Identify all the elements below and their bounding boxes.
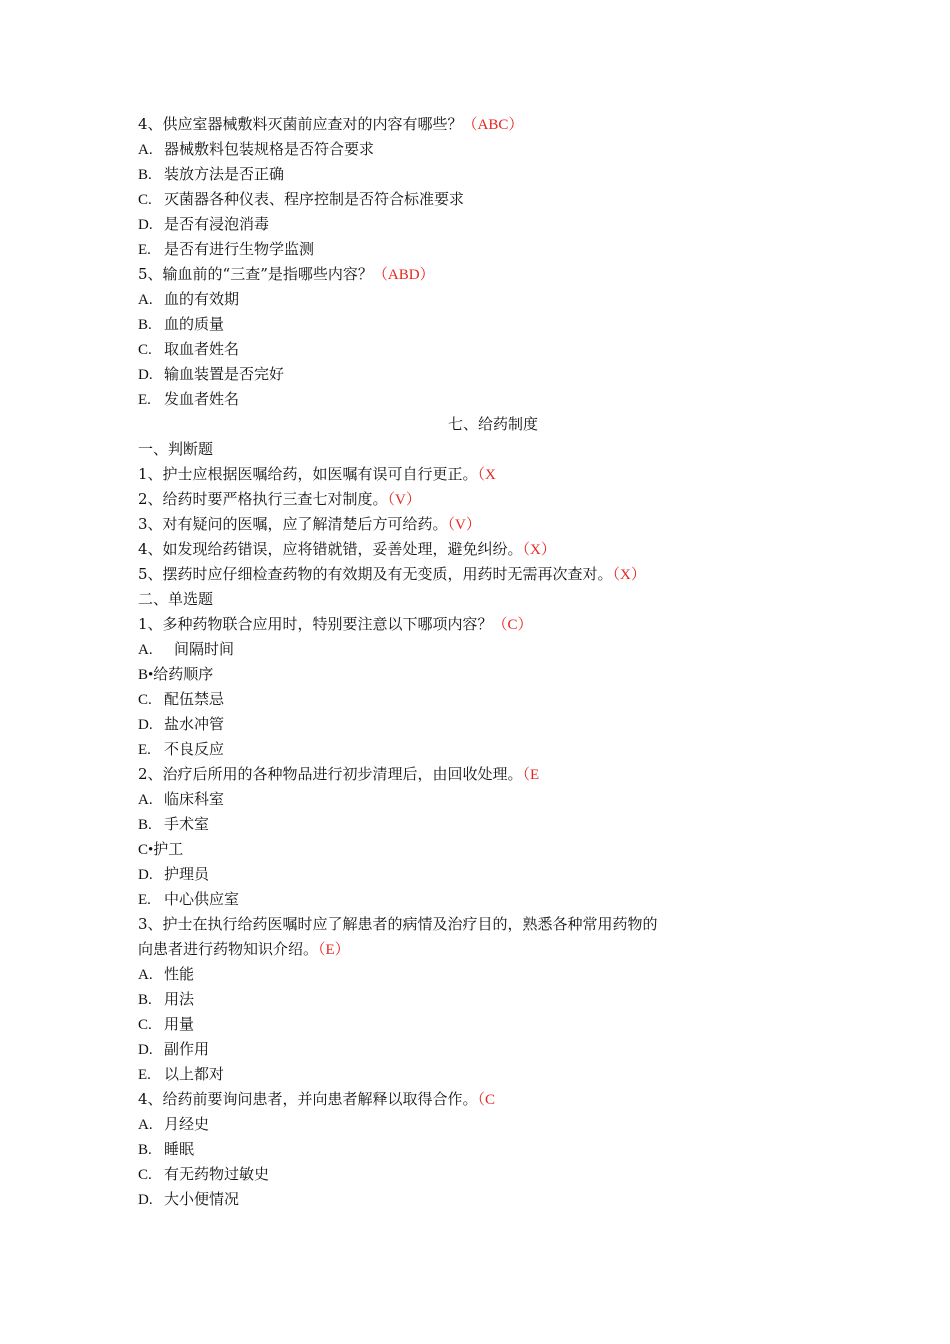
question-stem: 5、输血前的“三查”是指哪些内容？（ABD） — [138, 265, 435, 283]
option-item — [138, 287, 778, 312]
option-item — [138, 712, 778, 737]
judgment-item: 1、护士应根据医嘱给药，如医嘱有误可自行更正。（X — [138, 465, 496, 483]
option-item — [138, 987, 778, 1012]
option-letter: A. — [138, 142, 153, 158]
option-letter: D. — [138, 1042, 153, 1058]
judgment-item: 4、如发现给药错误，应将错就错，妥善处理，避免纠纷。（X） — [138, 540, 556, 558]
answer-key: （X — [477, 467, 496, 483]
question-stem: 1、多种药物联合应用时，特别要注意以下哪项内容？（C） — [138, 615, 533, 633]
option-text: 副作用 — [164, 1040, 210, 1058]
option-letter: E. — [138, 1067, 151, 1083]
option-text: 灭菌器各种仪表、程序控制是否符合标准要求 — [164, 190, 465, 208]
option-letter: A. — [138, 642, 153, 658]
option-text: 月经史 — [164, 1115, 210, 1133]
option-letter: C. — [138, 1167, 152, 1183]
option-item — [138, 837, 778, 862]
judgment-item: 5、摆药时应仔细检查药物的有效期及有无变质，用药时无需再次查对。（X） — [138, 565, 646, 583]
option-text: 不良反应 — [164, 740, 225, 758]
option-letter: E. — [138, 392, 151, 408]
option-letter: C. — [138, 342, 152, 358]
option-text: 血的质量 — [164, 315, 225, 333]
option-item — [138, 862, 778, 887]
question-stem: 2、治疗后所用的各种物品进行初步清理后，由回收处理。（E — [138, 765, 540, 783]
option-letter: C. — [138, 1017, 152, 1033]
option-letter: B. — [138, 1142, 152, 1158]
option-letter: D. — [138, 1192, 153, 1208]
option-letter: B. — [138, 817, 152, 833]
option-item — [138, 1162, 778, 1187]
option-letter: D. — [138, 717, 153, 733]
option-text: 盐水冲管 — [164, 715, 225, 733]
option-letter: D. — [138, 367, 153, 383]
option-text: 护理员 — [164, 865, 210, 883]
answer-key: （C — [477, 1092, 496, 1108]
option-item — [138, 312, 778, 337]
option-text: 临床科室 — [164, 790, 225, 808]
answer-key: （E） — [318, 942, 350, 958]
option-text: 发血者姓名 — [164, 390, 240, 408]
option-item — [138, 187, 778, 212]
answer-key: （E — [522, 767, 540, 783]
option-item — [138, 337, 778, 362]
option-text: 间隔时间 — [174, 640, 235, 658]
option-item — [138, 737, 778, 762]
option-text: 用量 — [164, 1015, 195, 1033]
option-item — [138, 387, 778, 412]
option-letter: B. — [138, 317, 152, 333]
option-letter: A. — [138, 292, 153, 308]
section-title: 七、给药制度 — [447, 415, 538, 433]
option-letter: D. — [138, 867, 153, 883]
question-stem: 3、护士在执行给药医嘱时应了解患者的病情及治疗目的，熟悉各种常用药物的 — [138, 915, 658, 933]
option-text: 取血者姓名 — [164, 340, 240, 358]
option-letter: C. — [138, 692, 152, 708]
option-item — [138, 1137, 778, 1162]
option-item — [138, 662, 778, 687]
judgment-item: 2、给药时要严格执行三查七对制度。（V） — [138, 490, 421, 508]
option-text: 血的有效期 — [164, 290, 240, 308]
option-letter: E. — [138, 742, 151, 758]
answer-key: （X） — [612, 567, 646, 583]
option-item — [138, 687, 778, 712]
option-letter: A. — [138, 967, 153, 983]
document-content — [138, 112, 778, 1212]
option-item — [138, 1062, 778, 1087]
option-item — [138, 812, 778, 837]
option-text: 中心供应室 — [164, 890, 240, 908]
option-text: 是否有进行生物学监测 — [164, 240, 315, 258]
option-letter: E. — [138, 892, 151, 908]
option-text: 大小便情况 — [164, 1190, 240, 1208]
option-text: 装放方法是否正确 — [164, 165, 285, 183]
part-heading: 一、判断题 — [138, 440, 214, 458]
answer-key: （V） — [447, 517, 481, 533]
option-item — [138, 237, 778, 262]
option-text: 有无药物过敏史 — [164, 1165, 270, 1183]
option-text: 是否有浸泡消毒 — [164, 215, 270, 233]
option-letter: C. — [138, 192, 152, 208]
option-letter: D. — [138, 217, 153, 233]
option-letter: A. — [138, 1117, 153, 1133]
option-item — [138, 887, 778, 912]
option-item — [138, 1187, 778, 1212]
option-text: 睡眠 — [164, 1140, 195, 1158]
option-letter: B. — [138, 992, 152, 1008]
option-text: 手术室 — [164, 815, 210, 833]
option-item — [138, 212, 778, 237]
option-letter: B. — [138, 167, 152, 183]
option-item — [138, 787, 778, 812]
option-letter: E. — [138, 242, 151, 258]
answer-key: （ABD） — [372, 267, 435, 283]
option-text: 以上都对 — [164, 1065, 225, 1083]
option-letter: A. — [138, 792, 153, 808]
option-item — [138, 362, 778, 387]
option-item — [138, 1012, 778, 1037]
option-item — [138, 162, 778, 187]
judgment-item: 3、对有疑问的医嘱，应了解清楚后方可给药。（V） — [138, 515, 481, 533]
question-stem-continued: 向患者进行药物知识介绍。（E） — [138, 940, 350, 958]
option-item — [138, 1037, 778, 1062]
answer-key: （V） — [387, 492, 421, 508]
option-text: 输血装置是否完好 — [164, 365, 285, 383]
option-item — [138, 137, 778, 162]
option-item — [138, 637, 778, 662]
option-letter: C• — [138, 842, 154, 858]
option-text: 性能 — [164, 965, 195, 983]
option-text: 用法 — [164, 990, 195, 1008]
option-text: 器械敷料包装规格是否符合要求 — [164, 140, 375, 158]
answer-key: （C） — [492, 617, 533, 633]
question-stem: 4、给药前要询问患者，并向患者解释以取得合作。（C — [138, 1090, 496, 1108]
part-heading: 二、单选题 — [138, 590, 214, 608]
answer-key: （ABC） — [462, 117, 524, 133]
answer-key: （X） — [522, 542, 556, 558]
question-stem: 4、供应室器械敷料灭菌前应查对的内容有哪些？（ABC） — [138, 115, 524, 133]
option-item — [138, 1112, 778, 1137]
option-text: 给药顺序 — [153, 665, 214, 683]
option-text: 护工 — [153, 840, 184, 858]
option-text: 配伍禁忌 — [164, 690, 225, 708]
option-item — [138, 962, 778, 987]
option-letter: B• — [138, 667, 154, 683]
